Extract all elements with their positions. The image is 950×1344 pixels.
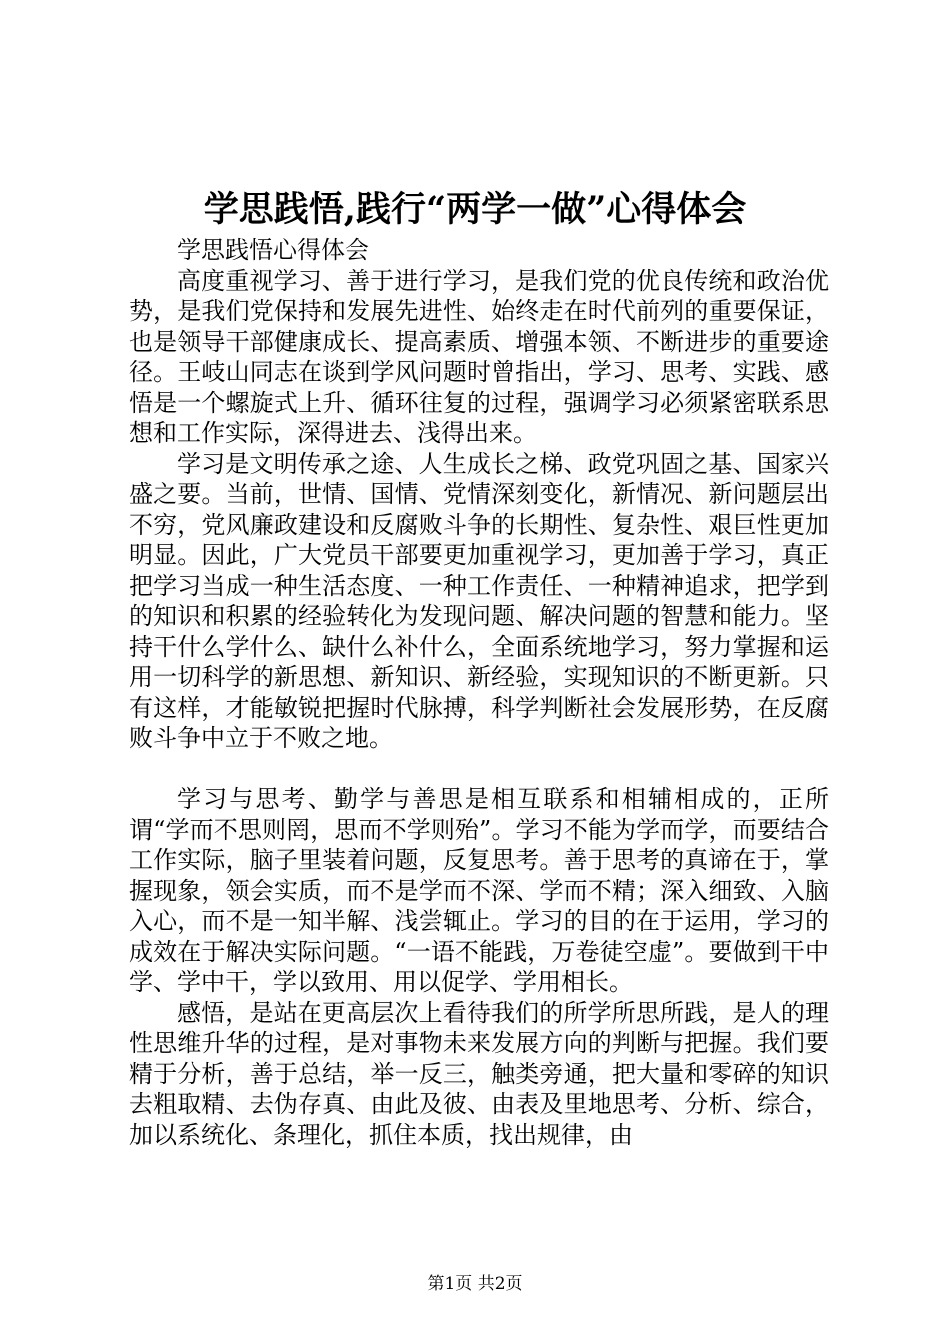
paragraph: 学习与思考、勤学与善思是相互联系和相辅相成的，正所谓“学而不思则罔，思而不学则殆”。学习不能为学而学，而要结合工作实际，脑子里装着问题，反复思考。善于思考的真谛在于，掌握现象，领会实质，而不是学而不深、学而不精；深入细致、入脑入心，而不是一知半解、浅尝辄止。学习的目的在于运用，学习的成效在于解决实际问题。“一语不能践，万卷徒空虚”。要做到干中学、学中干，学以致用、用以促学、学用相长。 xyxy=(129,785,829,996)
document-body xyxy=(129,235,829,1150)
document-title: 学思践悟,践行“两学一做”心得体会 xyxy=(203,189,747,230)
paragraph: 高度重视学习、善于进行学习，是我们党的优良传统和政治优势，是我们党保持和发展先进性、始终走在时代前列的重要保证，也是领导干部健康成长、提高素质、增强本领、不断进步的重要途径。王岐山同志在谈到学风问题时曾指出，学习、思考、实践、感悟是一个螺旋式上升、循环往复的过程，强调学习必须紧密联系思想和工作实际，深得进去、浅得出来。 xyxy=(129,266,829,447)
paragraph-heading: 学思践悟心得体会 xyxy=(177,236,369,264)
paragraph: 学习是文明传承之途、人生成长之梯、政党巩固之基、国家兴盛之要。当前，世情、国情、党情深刻变化，新情况、新问题层出不穷，党风廉政建设和反腐败斗争的长期性、复杂性、艰巨性更加明显。因此，广大党员干部要更加重视学习，更加善于学习，真正把学习当成一种生活态度、一种工作责任、一种精神追求，把学到的知识和积累的经验转化为发现问题、解决问题的智慧和能力。坚持干什么学什么、缺什么补什么，全面系统地学习，努力掌握和运用一切科学的新思想、新知识、新经验，实现知识的不断更新。只有这样，才能敏锐把握时代脉搏，科学判断社会发展形势，在反腐败斗争中立于不败之地。 xyxy=(129,449,829,752)
paragraph: 感悟，是站在更高层次上看待我们的所学所思所践，是人的理性思维升华的过程，是对事物未来发展方向的判断与把握。我们要精于分析，善于总结，举一反三，触类旁通，把大量和零碎的知识去粗取精、去伪存真、由此及彼、由表及里地思考、分析、综合，加以系统化、条理化，抓住本质，找出规律，由 xyxy=(129,998,829,1149)
page-number-footer: 第1页 共2页 xyxy=(427,1274,523,1294)
